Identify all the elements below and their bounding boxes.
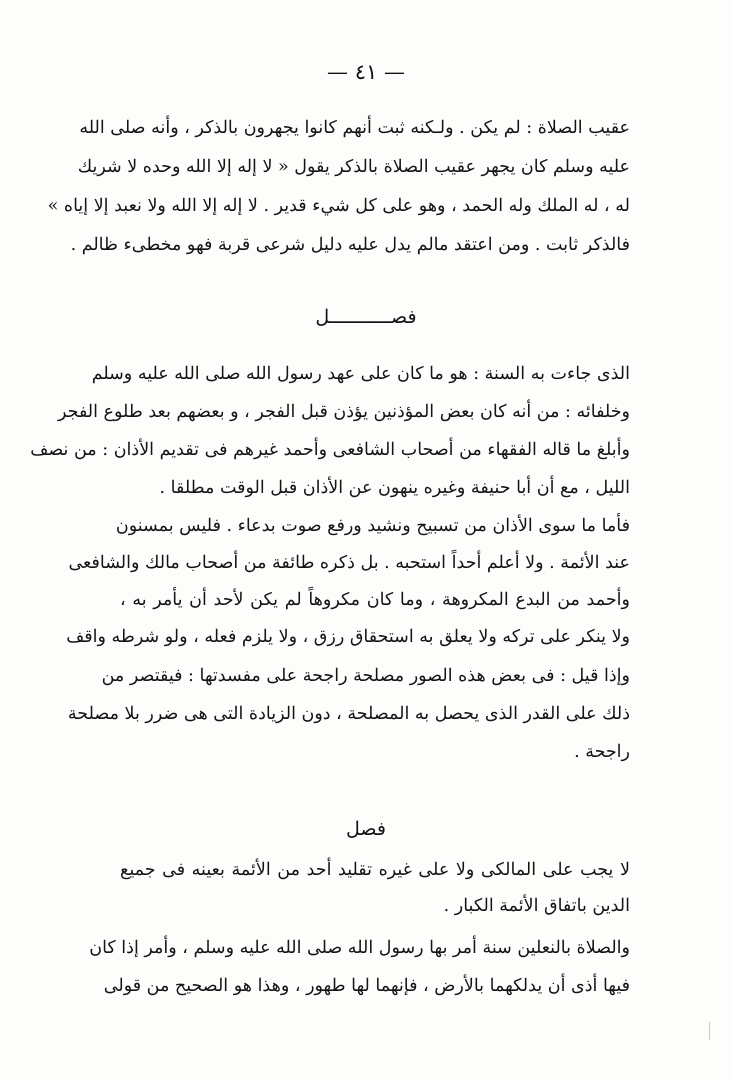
page-number: — ٤١ — (327, 60, 405, 84)
text-line: ولا ينكر على تركه ولا يعلق به استحقاق رزق ، ولا يلزم فعله ، ولو شرطه واقف (66, 627, 630, 647)
section-heading: فصـــــــــــل (315, 306, 417, 328)
paragraph-dhikr (47, 118, 630, 263)
paragraph-taqlid (120, 862, 630, 924)
text-line: راجحة . (574, 742, 630, 762)
paragraph-adhan (30, 364, 630, 506)
text-line: الليل ، مع أن أبا حنيفة وغيره ينهون عن الأذان قبل الوقت مطلقا . (159, 478, 630, 498)
text-line: فيها أذى أن يدلكهما بالأرض ، فإنهما لها طهور ، وهذا هو الصحيح من قولى (103, 976, 630, 996)
page-edge-mark (709, 1022, 710, 1040)
paragraph-nalayn (89, 938, 630, 1004)
paragraph-tasbih (66, 516, 630, 655)
text-line: ذلك على القدر الذى يحصل به المصلحة ، دون الزيادة التى هى ضرر بلا مصلحة (67, 704, 630, 724)
text-line: عقيب الصلاة : لم يكن . ولـكنه ثبت أنهم كانوا يجهرون بالذكر ، وأنه صلى الله (79, 118, 630, 138)
text-line: وإذا قيل : فى بعض هذه الصور مصلحة راجحة على مفسدتها : فيقتصر من (101, 666, 630, 686)
text-line: فالذكر ثابت . ومن اعتقد مالم يدل عليه دليل شرعى قربة فهو مخطىء ظالم . (70, 235, 630, 255)
text-line: لا يجب على المالكى ولا على غيره تقليد أحد من الأئمة بعينه فى جميع (120, 860, 630, 880)
paragraph-maslaha (67, 666, 630, 770)
section-heading: فصل (346, 818, 386, 840)
text-line: فأما ما سوى الأذان من تسبيح ونشيد ورفع صوت بدعاء . فليس بمسنون (115, 516, 630, 536)
text-line: عليه وسلم كان يجهر عقيب الصلاة بالذكر يقول « لا إله إلا الله وحده لا شريك (77, 157, 630, 177)
text-line: الذى جاءت به السنة : هو ما كان على عهد رسول الله صلى الله عليه وسلم (91, 364, 630, 384)
text-line: عند الأئمة . ولا أعلم أحداً استحبه . بل ذكره طائفة من أصحاب مالك والشافعى (68, 553, 630, 573)
text-line: له ، له الملك وله الحمد ، وهو على كل شيء قدير . لا إله إلا الله ولا نعبد إلا إياه » (47, 196, 630, 216)
text-line: وخلفائه : من أنه كان بعض المؤذنين يؤذن قبل الفجر ، و بعضهم بعد طلوع الفجر (58, 402, 630, 422)
text-line: وأبلغ ما قاله الفقهاء من أصحاب الشافعى وأحمد غيرهم فى تقديم الأذان : من نصف (30, 440, 630, 460)
text-line: والصلاة بالنعلين سنة أمر بها رسول الله صلى الله عليه وسلم ، وأمر إذا كان (89, 938, 630, 958)
text-line: وأحمد من البدع المكروهة ، وما كان مكروهاً لم يكن لأحد أن يأمر به ، (120, 590, 630, 610)
text-line: الدين باتفاق الأئمة الكبار . (443, 896, 630, 916)
